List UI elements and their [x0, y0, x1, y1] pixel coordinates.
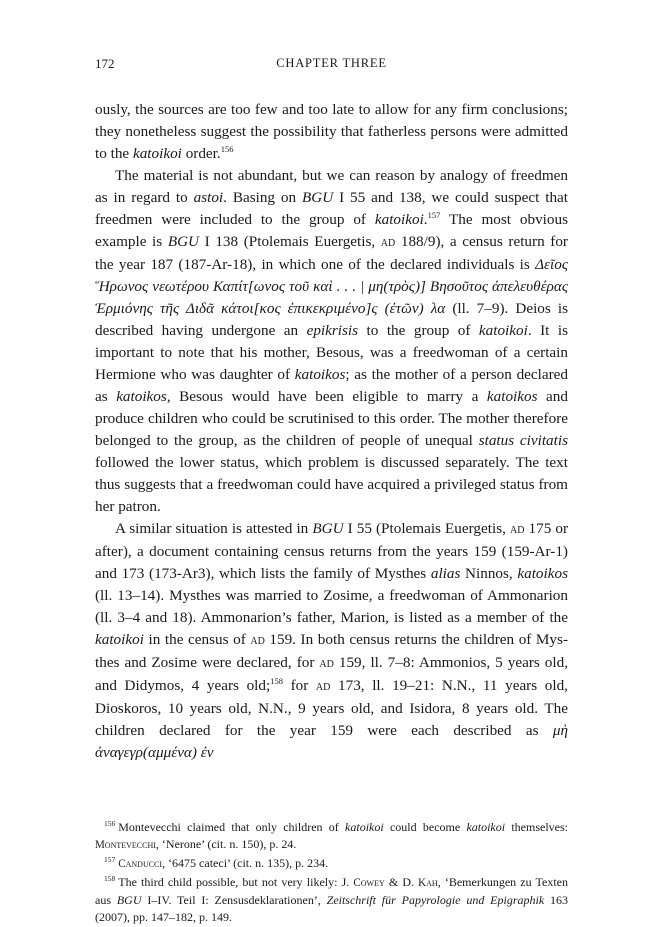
footnote-ref-158[interactable]: 158	[270, 676, 283, 686]
page-header	[95, 56, 568, 76]
greek-quotation: Δεῖος Ἥρωνος νεωτέρου Καπίτ[ωνος τοῦ καὶ . . . | μη(τρὸς)] Βησοῦτος ἀπελευθέρας Ἑρμιόνης τῆς Διδᾶ κάτοι[κος ἐπικεκριμένο]ς (ἐτῶν) λα	[95, 256, 568, 317]
footnote-158: $^{158}$ The third child possible, but not very likely: J. Cowey & D. Kah, ‘Bemerkungen zu Texten aus BGU I–IV. Teil I: Zensusdeklarationen’, Zeitschrift für Papyrologie und Epigraphik 163 (2007), pp. 147–182, p. 149.	[95, 874, 568, 924]
page-number: 172	[95, 56, 115, 71]
footnote-ref-157[interactable]: 157	[427, 210, 441, 220]
running-head: CHAPTER THREE	[276, 56, 387, 70]
paragraph-3: A similar situation is attested in BGU I 55 (Ptolemais Euergetis, ad 175 or after), a document containing census returns from the years 159 (159-Ar-1) and 173 (173-Ar3), which lists the family of Mysthes alias Ninnos, katoikos (ll. 13–14). Mysthes was married to Zosime, a freedwoman of Ammonarion (ll. 3–4 and 18). Ammonarion’s father, Marion, is listed as a member of the katoikoi in the census of ad 159. In both census returns the children of Mysthes and Zosime were declared, for ad 159, ll. 7–8: Ammonios, 5 years old, and Didymos, 4 years old;$^{158}$ for ad 173, ll. 19–21: N.N., 11 years old, Dioskoros, 10 years old, N.N., 9 years old, and Isidora, 8 years old. The children declared for the year 159 were each described as μὴ ἀναγεγρ(αμμένα) ἐν	[95, 520, 568, 761]
footnotes	[95, 819, 568, 927]
paragraph-2: The material is not abundant, but we can reason by analogy of freedmen as in regard to astoi. Basing on BGU I 55 and 138, we could suspect that freedmen were included to the group of katoikoi.$^{157}$ The most obvious example is BGU I 138 (Ptolemais Euergetis, ad 188/9), a census return for the year 187 (187-Ar-18), in which one of the declared individuals is Δεῖος Ἥρωνος νεωτέρου Καπίτ[ωνος τοῦ καὶ . . . | μη(τρὸς)] Βησοῦτος ἀπελευθέρας Ἑρμιόνης τῆς Διδᾶ κάτοι[κος ἐπικεκριμένο]ς (ἐτῶν) λα (ll. 7–9). Deios is described having undergone an epikrisis to the group of katoikoi. It is important to note that his mother, Besous, was a freedwoman of a certain Hermione who was daughter of katoikos; as the mother of a person declared as katoikos, Besous would have been eligible to marry a katoikos and produce children who could be scrutinised to this order. The mother therefore belonged to the group, as the children of people of unequal status civitatis followed the lower status, which problem is discussed separately. The text thus suggests that a freedwoman could have acquired a privileged status from her patron.	[95, 167, 569, 515]
footnote-156: $^{156}$ Montevecchi claimed that only children of katoikoi could become katoikoi themselves: Montevecchi, ‘Nerone’ (cit. n. 150), p. 24.	[95, 819, 569, 851]
footnote-157: $^{157}$ Canducci, ‘6475 cateci’ (cit. n. 135), p. 234.	[104, 855, 329, 870]
greek-quotation: μὴ ἀναγεγρ(αμμένα) ἐν	[95, 722, 568, 761]
paragraph-1: ously, the sources are too few and too late to allow for any firm conclusions; they nonetheless suggest the possibility that fatherless persons were admitted to the katoikoi order.$^{156}$	[95, 101, 568, 162]
main-text	[95, 99, 568, 764]
footnote-ref-156[interactable]: 156	[220, 144, 234, 154]
